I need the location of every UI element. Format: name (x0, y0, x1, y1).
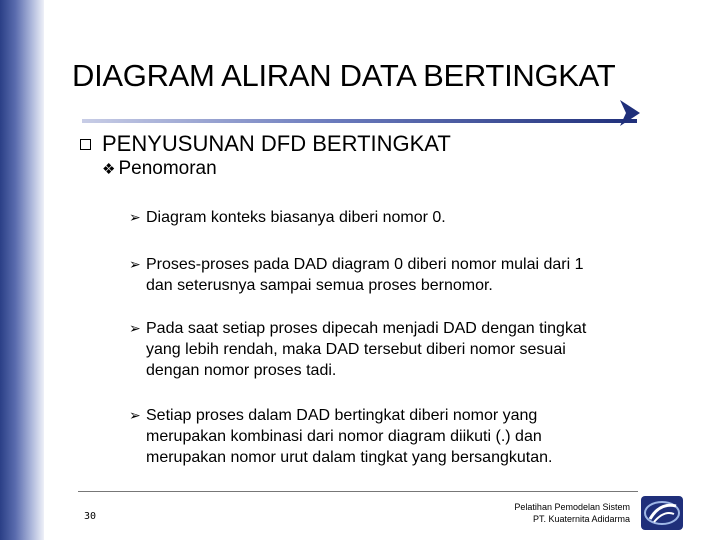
footer-divider (78, 491, 638, 492)
point-text: Setiap proses dalam DAD bertingkat diberi nomor yang merupakan kombinasi dari nomor diagram diikuti (.) dan merupakan nomor urut dalam tingkat yang bersangkutan. (146, 407, 553, 466)
square-bullet-icon (80, 139, 91, 150)
arrow-bullet-icon: ➢ (129, 209, 141, 225)
left-decorative-band (0, 0, 44, 540)
arrowhead-icon (620, 100, 642, 126)
footer-credit (514, 501, 630, 525)
point-text: Pada saat setiap proses dipecah menjadi DAD dengan tingkat yang lebih rendah, maka DAD tersebut diberi nomor sesuai dengan nomor proses tadi. (146, 320, 587, 379)
company-logo-icon (640, 494, 684, 532)
point-text: Proses-proses pada DAD diagram 0 diberi nomor mulai dari 1 dan seterusnya sampai semua proses bernomor. (146, 256, 584, 294)
title-underline (82, 119, 637, 123)
diamond-bullet-icon: ❖ (102, 161, 116, 178)
arrow-bullet-icon: ➢ (129, 320, 141, 336)
arrow-bullet-icon: ➢ (129, 256, 141, 272)
footer-line-2: PT. Kuaternita Adidarma (532, 514, 630, 524)
heading-text: PENYUSUNAN DFD BERTINGKAT (102, 131, 451, 156)
point-item (130, 318, 586, 381)
point-item (130, 405, 552, 468)
arrow-bullet-icon: ➢ (129, 407, 141, 423)
heading-item (80, 131, 451, 157)
slide-title: DIAGRAM ALIRAN DATA BERTINGKAT (72, 58, 616, 93)
footer-line-1: Pelatihan Pemodelan Sistem (514, 502, 630, 512)
subheading-text: Penomoran (118, 158, 217, 179)
page-number: 30 (84, 511, 97, 522)
point-item (130, 207, 446, 228)
point-text: Diagram konteks biasanya diberi nomor 0. (146, 209, 446, 226)
subheading-item (102, 158, 217, 180)
point-item (130, 254, 584, 296)
